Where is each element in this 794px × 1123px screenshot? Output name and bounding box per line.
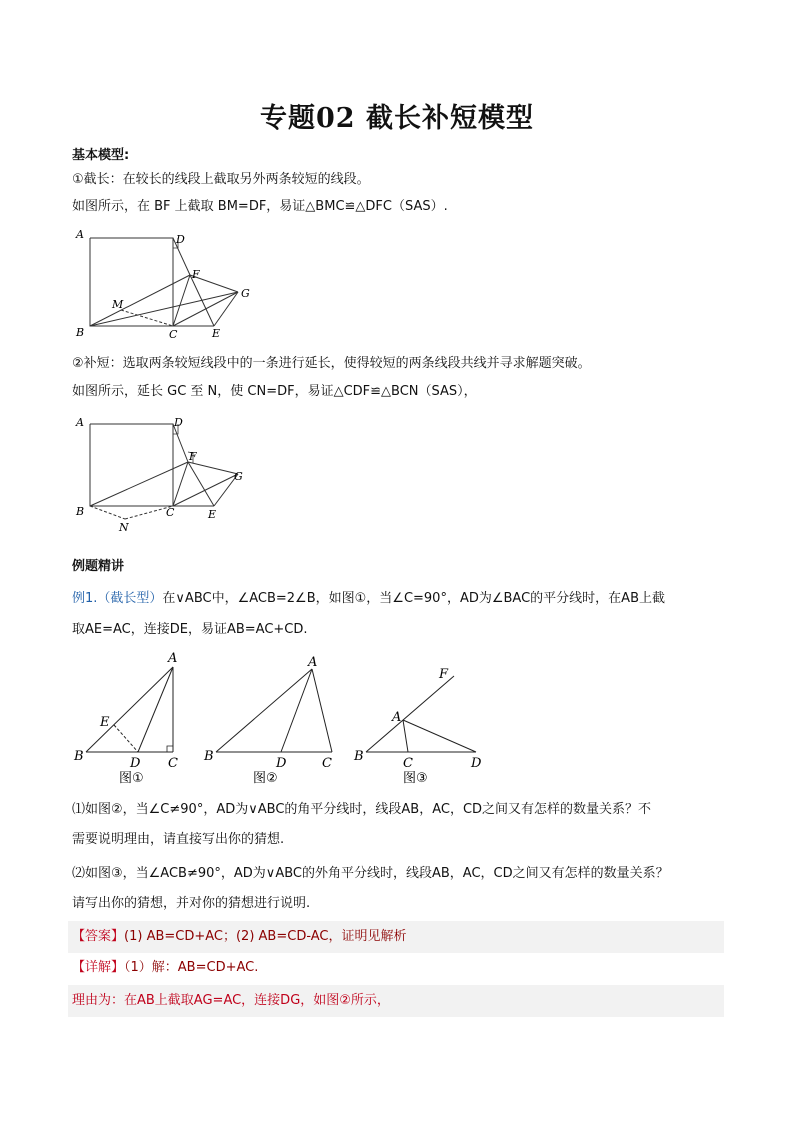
answer-line (72, 927, 406, 947)
tri1-label-D: D (130, 756, 141, 771)
tri2-label-A: A (308, 655, 318, 670)
tri3-label-A: A (392, 710, 402, 725)
answer-tag: 【答案】 (72, 929, 125, 944)
tri3-label-B: B (354, 749, 364, 764)
example1-text: 在∨ABC中，∠ACB=2∠B，如图①，当∠C=90°，AD为∠BAC的平分线时，在AB上截 (162, 591, 665, 606)
tri2-caption: 图② (253, 771, 278, 786)
fig2-label-G: G (234, 470, 243, 483)
example1-line1 (72, 589, 665, 609)
jiechang-line2: 如图所示，在 BF 上截取 BM=DF，易证△BMC≌△DFC（SAS）. (72, 199, 448, 214)
tri2-label-D: D (276, 756, 287, 771)
example1-prefix: 例1.（截长型） (72, 591, 163, 606)
fig2-label-F: F (189, 450, 197, 463)
triangle-figure-3 (350, 660, 490, 786)
examples-heading: 例题精讲 (72, 559, 125, 574)
fig2-label-A: A (76, 416, 84, 429)
q2-line1: ⑵如图③，当∠ACB≠90°，AD为∨ABC的外角平分线时，线段AB，AC，CD之间又有怎样的数量关系？ (72, 866, 669, 881)
fig1-label-G: G (241, 287, 250, 300)
tri2-label-C: C (322, 756, 332, 771)
tri1-label-C: C (168, 756, 178, 771)
q1-line1: ⑴如图②，当∠C≠90°，AD为∨ABC的角平分线时，线段AB，AC，CD之间又有怎样的数量关系？不 (72, 802, 652, 817)
q2-line2: 请写出你的猜想，并对你的猜想进行说明. (72, 896, 311, 911)
page-title: 专题02 截长补短模型 (260, 103, 534, 134)
figure-jiechang (70, 226, 260, 344)
buduan-line2: 如图所示，延长 GC 至 N，使 CN=DF，易证△CDF≌△BCN（SAS）， (72, 384, 477, 399)
tri1-caption: 图① (119, 771, 144, 786)
fig1-label-C: C (169, 328, 178, 341)
fig2-label-B: B (76, 505, 85, 518)
fig2-label-C: C (166, 506, 175, 519)
reason-line: 理由为：在AB上截取AG=AC，连接DG，如图②所示， (72, 993, 390, 1008)
fig2-label-N: N (119, 521, 129, 534)
tri2-label-B: B (204, 749, 214, 764)
fig1-label-E: E (212, 327, 221, 340)
tri1-label-A: A (168, 651, 178, 666)
fig1-label-B: B (76, 326, 85, 339)
fig2-label-E: E (208, 508, 217, 521)
fig2-label-D: D (174, 416, 183, 429)
fig1-label-A: A (76, 228, 84, 241)
triangle-figure-1 (70, 648, 194, 786)
figure-buduan (70, 412, 260, 536)
tri3-caption: 图③ (403, 771, 428, 786)
tri3-label-C: C (403, 756, 413, 771)
fig1-label-M: M (112, 298, 124, 311)
tri3-label-D: D (471, 756, 482, 771)
buduan-line1: ②补短：选取两条较短线段中的一条进行延长，使得较短的两条线段共线并寻求解题突破。 (72, 356, 591, 371)
fig1-label-F: F (192, 268, 200, 281)
jiechang-line1: ①截长：在较长的线段上截取另外两条较短的线段。 (72, 172, 370, 187)
example1-line2: 取AE=AC，连接DE，易证AB=AC+CD. (72, 622, 308, 637)
detail-line (72, 958, 258, 978)
triangle-figure-2 (200, 648, 346, 786)
fig1-label-D: D (176, 233, 185, 246)
tri1-label-B: B (74, 749, 84, 764)
q1-line2: 需要说明理由，请直接写出你的猜想. (72, 832, 285, 847)
basic-model-heading: 基本模型: (72, 148, 130, 163)
detail-tag: 【详解】 (72, 960, 125, 975)
detail-text: （1）解：AB=CD+AC. (124, 960, 259, 975)
tri1-label-E: E (100, 715, 110, 730)
tri3-label-F: F (439, 667, 449, 682)
answer-text: (1) AB=CD+AC；(2) AB=CD-AC，证明见解析 (124, 929, 407, 944)
